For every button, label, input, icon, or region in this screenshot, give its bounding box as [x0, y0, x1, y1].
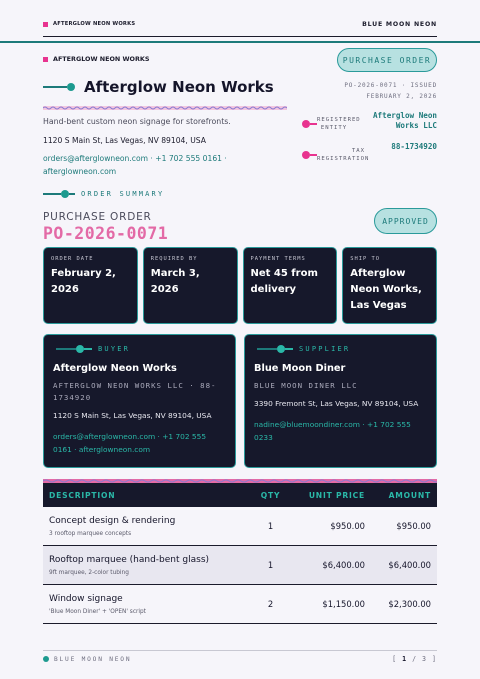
- item-detail: 3 rooftop marquee concepts: [49, 530, 132, 537]
- teal-dot-icon: [43, 656, 49, 662]
- buyer-heading-label: BUYER: [98, 345, 131, 353]
- summary-cards: [43, 247, 437, 324]
- card-label: SHIP TO: [350, 256, 380, 262]
- registered-entity-label: REGISTERED ENTITY: [317, 117, 361, 131]
- header-description: DESCRIPTION: [49, 490, 116, 500]
- registered-entity-value: Afterglow Neon Works LLC: [372, 111, 437, 130]
- footer-brand-label: BLUE MOON NEON: [54, 655, 132, 663]
- footer-divider: [43, 650, 437, 651]
- registered-entity: [302, 111, 437, 132]
- card-value: February 2, 2026: [51, 268, 116, 295]
- top-bar-brand: [43, 21, 135, 27]
- card-label: REQUIRED BY: [150, 256, 198, 262]
- neon-squiggle-divider: [43, 479, 437, 483]
- header-amount: AMOUNT: [388, 490, 431, 500]
- company-title-row: [43, 78, 274, 96]
- page-current: 1: [402, 655, 408, 663]
- footer-brand: [43, 656, 131, 663]
- item-unit-price: $6,400.00: [322, 560, 365, 570]
- card-value: Net 45 from delivery: [250, 268, 318, 295]
- table-header: [43, 483, 437, 507]
- supplier-legal: BLUE MOON DINER LLC: [254, 381, 358, 390]
- top-divider: [43, 36, 437, 37]
- item-amount: $2,300.00: [388, 599, 431, 609]
- item-qty: 1: [267, 521, 274, 531]
- line-items-table: [43, 479, 437, 624]
- brand-tag-label: AFTERGLOW NEON WORKS: [53, 55, 150, 63]
- po-meta: [344, 80, 437, 102]
- supplier-heading: [257, 345, 427, 353]
- item-detail: 'Blue Moon Diner' + 'OPEN' script: [49, 608, 146, 615]
- buyer-contact[interactable]: orders@afterglowneon.com · +1 702 555 0161 · afterglowneon.com: [53, 432, 207, 454]
- accent-divider: [0, 41, 480, 43]
- order-summary-title: ORDER SUMMARY: [81, 190, 165, 198]
- buyer-name: Afterglow Neon Works: [53, 363, 177, 374]
- card-label: PAYMENT TERMS: [250, 256, 306, 262]
- buyer-heading: [56, 345, 226, 353]
- item-qty: 2: [267, 599, 274, 609]
- neon-squiggle-divider: [43, 106, 287, 110]
- order-summary-heading: [43, 190, 164, 198]
- item-name: Rooftop marquee (hand-bent glass): [49, 554, 210, 565]
- card-value: Afterglow Neon Works, Las Vegas: [350, 268, 422, 311]
- company-tagline: Hand-bent custom neon signage for storefronts.: [43, 117, 231, 126]
- registration-block: [302, 111, 437, 173]
- item-unit-price: $950.00: [330, 521, 365, 531]
- teal-dot-line-icon: [257, 345, 293, 353]
- table-row: [43, 546, 437, 585]
- required-by-card: [143, 247, 238, 324]
- company-title: Afterglow Neon Works: [84, 78, 274, 96]
- top-bar-brand-label: AFTERGLOW NEON WORKS: [53, 21, 136, 27]
- brand-square-icon: [43, 57, 48, 62]
- parties: [43, 334, 437, 468]
- page-indicator: [ 1 / 3 ]: [392, 655, 437, 663]
- header-qty: QTY: [260, 490, 281, 500]
- card-label: ORDER DATE: [51, 256, 94, 262]
- tax-registration-label: TAX REGISTRATION: [317, 148, 370, 162]
- teal-dot-line-icon: [43, 83, 75, 91]
- tax-registration: [302, 142, 437, 163]
- item-name: Concept design & rendering: [49, 515, 176, 526]
- brand-tag: [43, 55, 149, 63]
- supplier-address: 3390 Fremont St, Las Vegas, NV 89104, USA: [254, 399, 419, 408]
- payment-terms-card: [243, 247, 338, 324]
- supplier-card: [244, 334, 437, 468]
- table-row: [43, 585, 437, 624]
- buyer-card: [43, 334, 236, 468]
- document-type-pill: PURCHASE ORDER: [337, 48, 437, 72]
- tax-registration-value: 88-1734920: [391, 142, 437, 151]
- supplier-name: Blue Moon Diner: [254, 363, 346, 374]
- top-bar-client: BLUE MOON NEON: [362, 20, 437, 28]
- item-name: Window signage: [49, 593, 123, 604]
- supplier-contact[interactable]: nadine@bluemoondiner.com · +1 702 555 0233: [254, 420, 411, 442]
- teal-dot-line-icon: [56, 345, 92, 353]
- footer: [43, 655, 437, 663]
- po-number: PO-2026-0071: [43, 224, 169, 243]
- header-unit-price: UNIT PRICE: [308, 490, 365, 500]
- ship-to-card: [342, 247, 437, 324]
- pink-dot-icon: [302, 120, 310, 128]
- supplier-heading-label: SUPPLIER: [299, 345, 351, 353]
- item-amount: $950.00: [396, 521, 431, 531]
- status-badge: APPROVED: [374, 208, 437, 234]
- item-amount: $6,400.00: [388, 560, 431, 570]
- card-value: March 3, 2026: [150, 268, 200, 295]
- order-date-card: [43, 247, 138, 324]
- po-meta-date: FEBRUARY 2, 2026: [366, 93, 437, 100]
- pink-dot-icon: [302, 151, 310, 159]
- top-bar: [43, 14, 437, 34]
- buyer-address: 1120 S Main St, Las Vegas, NV 89104, USA: [53, 411, 212, 420]
- table-row: [43, 507, 437, 546]
- company-address: 1120 S Main St, Las Vegas, NV 89104, USA: [43, 136, 206, 145]
- item-unit-price: $1,150.00: [322, 599, 365, 609]
- item-detail: 9ft marquee, 2-color tubing: [49, 569, 129, 576]
- item-qty: 1: [267, 560, 274, 570]
- page-total: 3: [422, 655, 428, 663]
- po-label: PURCHASE ORDER: [43, 211, 152, 223]
- teal-dot-line-icon: [43, 190, 75, 198]
- brand-square-icon: [43, 22, 48, 27]
- company-contact[interactable]: orders@afterglowneon.com · +1 702 555 0161 · afterglowneon.com: [43, 154, 227, 176]
- buyer-legal: AFTERGLOW NEON WORKS LLC · 88-1734920: [53, 381, 217, 402]
- po-meta-number: PO-2026-0071 · ISSUED: [344, 82, 437, 89]
